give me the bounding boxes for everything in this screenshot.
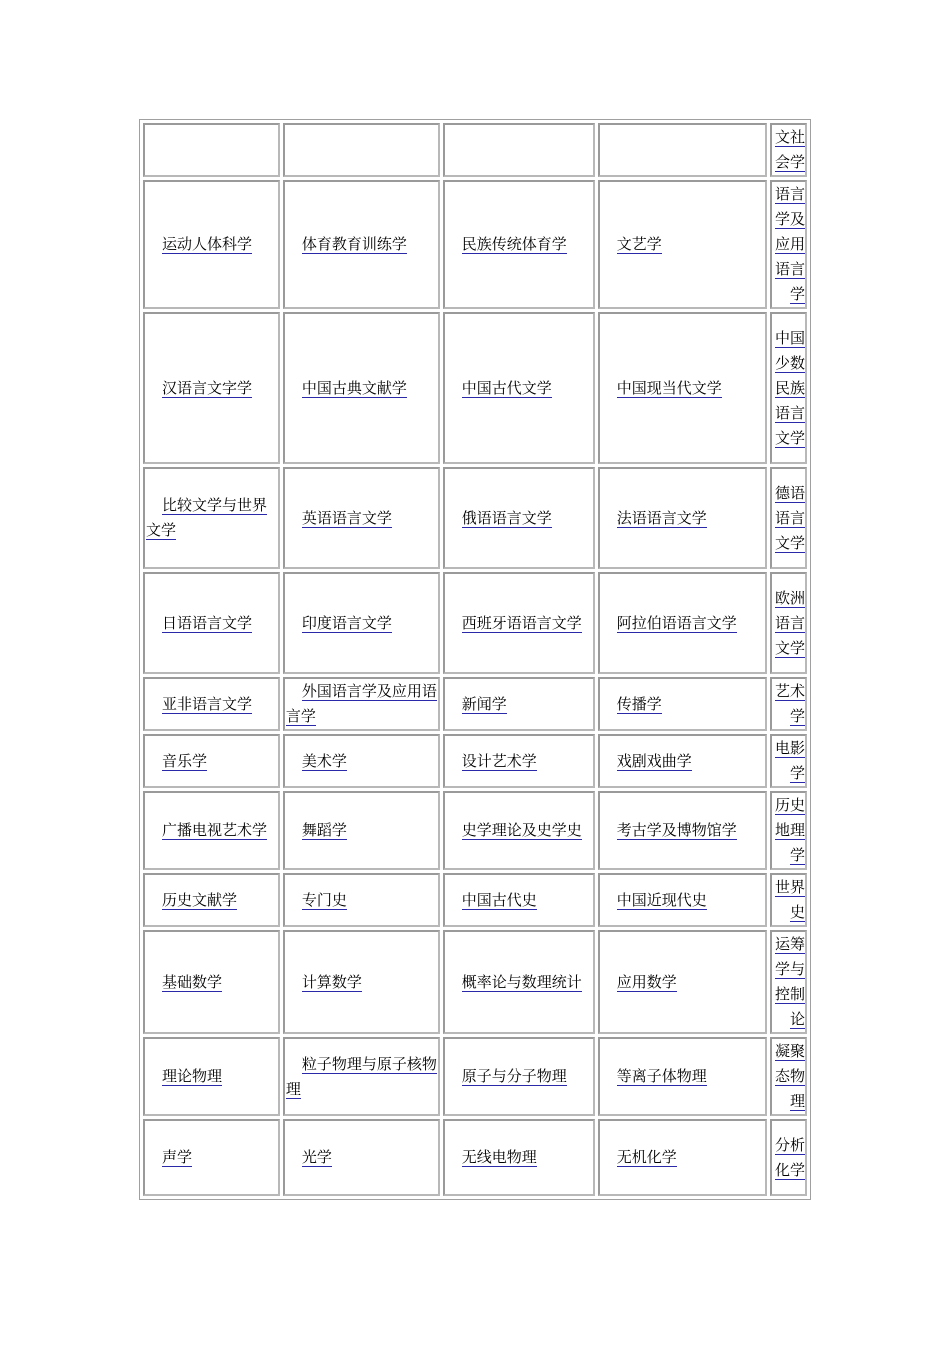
subject-link[interactable]: 文社会学 xyxy=(774,128,805,171)
subject-link[interactable]: 体育教育训练学 xyxy=(301,235,407,253)
subject-link[interactable]: 分析化学 xyxy=(774,1135,805,1179)
table-cell xyxy=(283,467,440,569)
subject-link[interactable]: 广播电视艺术学 xyxy=(162,821,268,839)
subject-link[interactable]: 英语语言文学 xyxy=(301,508,392,527)
table-cell xyxy=(770,1037,807,1116)
table-cell xyxy=(598,312,767,464)
subject-link[interactable]: 语言学及应用语言学 xyxy=(774,185,805,303)
table-cell xyxy=(443,1037,595,1116)
subject-table xyxy=(139,119,811,1200)
table-row xyxy=(143,791,807,870)
table-row xyxy=(143,572,807,674)
table-cell xyxy=(770,1119,807,1196)
subject-link[interactable]: 民族传统体育学 xyxy=(461,235,567,253)
subject-link[interactable]: 阿拉伯语语言文学 xyxy=(616,613,737,632)
table-cell xyxy=(770,180,807,309)
table-cell xyxy=(598,734,767,788)
table-cell xyxy=(598,467,767,569)
table-cell xyxy=(143,791,280,870)
table-row xyxy=(143,1037,807,1116)
table-cell xyxy=(443,312,595,464)
subject-table-body xyxy=(143,123,807,1196)
table-cell xyxy=(770,873,807,927)
table-cell xyxy=(283,873,440,927)
subject-link[interactable]: 俄语语言文学 xyxy=(461,508,552,527)
table-cell xyxy=(770,572,807,674)
table-cell xyxy=(143,930,280,1034)
table-row xyxy=(143,677,807,731)
table-cell xyxy=(283,1037,440,1116)
subject-link[interactable]: 中国古典文献学 xyxy=(301,378,407,397)
table-cell xyxy=(443,677,595,731)
table-cell xyxy=(598,791,767,870)
table-row xyxy=(143,930,807,1034)
subject-link[interactable]: 考古学及博物馆学 xyxy=(616,821,737,839)
table-row xyxy=(143,873,807,927)
subject-link[interactable]: 光学 xyxy=(301,1148,332,1166)
subject-link[interactable]: 史学理论及史学史 xyxy=(461,821,582,839)
table-cell xyxy=(770,677,807,731)
subject-link[interactable]: 应用数学 xyxy=(616,972,677,991)
subject-link[interactable]: 外国语言学及应用语言学 xyxy=(285,682,437,725)
table-cell xyxy=(598,123,767,177)
table-cell xyxy=(143,123,280,177)
table-cell xyxy=(283,677,440,731)
subject-link[interactable]: 原子与分子物理 xyxy=(461,1067,567,1085)
table-cell xyxy=(770,467,807,569)
table-cell xyxy=(143,180,280,309)
subject-link[interactable]: 凝聚态物理 xyxy=(774,1042,805,1110)
table-cell xyxy=(443,572,595,674)
table-cell xyxy=(283,180,440,309)
table-cell xyxy=(143,1037,280,1116)
table-cell xyxy=(443,123,595,177)
table-cell xyxy=(443,1119,595,1196)
table-row xyxy=(143,180,807,309)
subject-link[interactable]: 传播学 xyxy=(616,694,662,713)
table-cell xyxy=(770,734,807,788)
table-row xyxy=(143,734,807,788)
subject-link[interactable]: 专门史 xyxy=(301,890,347,909)
table-cell xyxy=(443,467,595,569)
table-cell xyxy=(283,734,440,788)
subject-link[interactable]: 中国古代文学 xyxy=(461,378,552,397)
table-cell xyxy=(283,572,440,674)
subject-link[interactable]: 新闻学 xyxy=(461,694,507,713)
subject-link[interactable]: 理论物理 xyxy=(162,1067,223,1085)
table-cell xyxy=(770,791,807,870)
table-row xyxy=(143,312,807,464)
subject-link[interactable]: 汉语言文字学 xyxy=(162,378,253,397)
table-cell xyxy=(283,312,440,464)
subject-link[interactable]: 历史地理学 xyxy=(774,796,805,864)
table-cell xyxy=(143,312,280,464)
subject-link[interactable]: 中国少数民族语言文学 xyxy=(774,328,805,447)
subject-link[interactable]: 设计艺术学 xyxy=(461,751,537,770)
subject-link[interactable]: 中国古代史 xyxy=(461,890,537,909)
table-cell xyxy=(598,180,767,309)
subject-link[interactable]: 声学 xyxy=(162,1148,193,1166)
subject-link[interactable]: 等离子体物理 xyxy=(616,1067,707,1085)
table-row xyxy=(143,467,807,569)
table-cell xyxy=(598,1037,767,1116)
table-row xyxy=(143,123,807,177)
subject-link[interactable]: 电影学 xyxy=(774,739,805,782)
table-row xyxy=(143,1119,807,1196)
table-cell xyxy=(143,572,280,674)
subject-link[interactable]: 中国近现代史 xyxy=(616,890,707,909)
subject-link[interactable]: 无线电物理 xyxy=(461,1148,537,1166)
table-cell xyxy=(143,1119,280,1196)
table-cell xyxy=(770,312,807,464)
table-cell xyxy=(598,1119,767,1196)
subject-link[interactable]: 欧洲语言文学 xyxy=(774,588,805,657)
subject-link[interactable]: 历史文献学 xyxy=(162,890,238,909)
subject-link[interactable]: 运动人体科学 xyxy=(162,235,253,253)
subject-link[interactable]: 粒子物理与原子核物理 xyxy=(285,1054,437,1098)
table-cell xyxy=(770,123,807,177)
subject-link[interactable]: 艺术学 xyxy=(774,682,805,725)
table-cell xyxy=(443,180,595,309)
table-cell xyxy=(283,791,440,870)
table-cell xyxy=(283,123,440,177)
subject-link[interactable]: 音乐学 xyxy=(162,751,208,770)
table-cell xyxy=(598,930,767,1034)
subject-link[interactable]: 比较文学与世界文学 xyxy=(146,496,268,539)
table-cell xyxy=(283,930,440,1034)
subject-link[interactable]: 中国现当代文学 xyxy=(616,378,722,397)
table-cell xyxy=(598,677,767,731)
subject-link[interactable]: 概率论与数理统计 xyxy=(461,972,582,991)
subject-link[interactable]: 亚非语言文学 xyxy=(162,694,253,713)
table-cell xyxy=(598,873,767,927)
table-cell xyxy=(143,677,280,731)
subject-link[interactable]: 计算数学 xyxy=(301,972,362,991)
subject-link[interactable]: 法语语言文学 xyxy=(616,508,707,527)
table-cell xyxy=(770,930,807,1034)
subject-link[interactable]: 舞蹈学 xyxy=(301,821,347,839)
table-cell xyxy=(143,734,280,788)
table-cell xyxy=(143,467,280,569)
table-cell xyxy=(143,873,280,927)
table-cell xyxy=(443,873,595,927)
table-cell xyxy=(443,791,595,870)
table-cell xyxy=(283,1119,440,1196)
subject-link[interactable]: 基础数学 xyxy=(162,972,223,991)
subject-link[interactable]: 印度语言文学 xyxy=(301,613,392,632)
subject-link[interactable]: 文艺学 xyxy=(616,235,662,253)
subject-link[interactable]: 德语语言文学 xyxy=(774,483,805,552)
subject-link[interactable]: 世界史 xyxy=(774,878,805,921)
subject-link[interactable]: 日语语言文学 xyxy=(162,613,253,632)
table-cell xyxy=(598,572,767,674)
subject-link[interactable]: 运筹学与控制论 xyxy=(774,935,805,1028)
table-cell xyxy=(443,734,595,788)
subject-link[interactable]: 无机化学 xyxy=(616,1148,677,1166)
subject-link[interactable]: 西班牙语语言文学 xyxy=(461,613,582,632)
table-cell xyxy=(443,930,595,1034)
subject-link[interactable]: 戏剧戏曲学 xyxy=(616,751,692,770)
subject-link[interactable]: 美术学 xyxy=(301,751,347,770)
